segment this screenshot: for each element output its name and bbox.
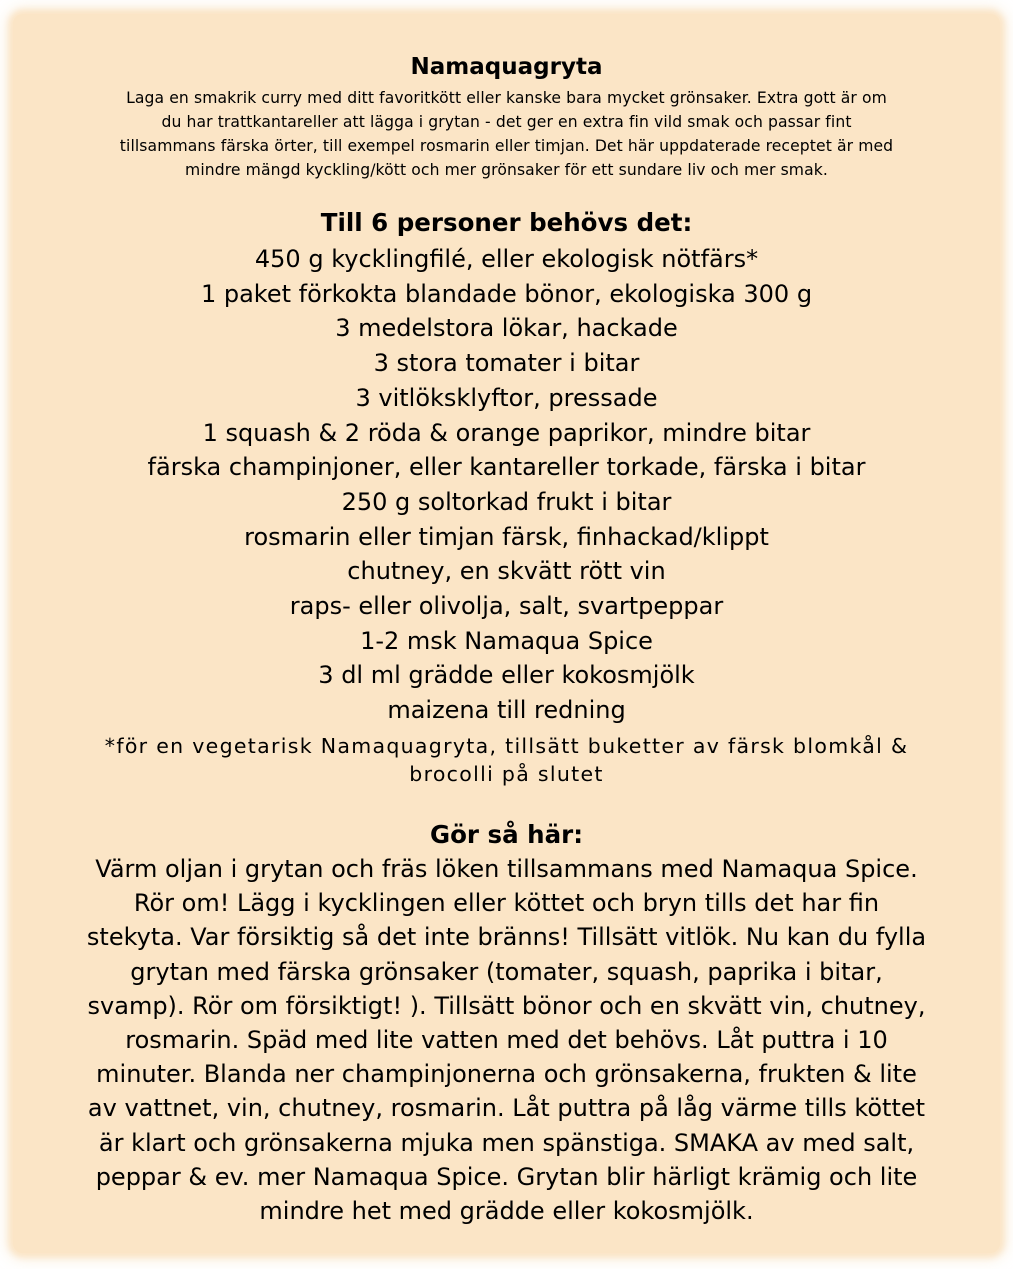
ingredient-item: 1 squash & 2 röda & orange paprikor, mindre bitar — [202, 418, 811, 447]
recipe-title: Namaquagryta — [410, 54, 603, 80]
method-line: Värm oljan i grytan och fräs löken tillsammans med Namaqua Spice. — [95, 855, 918, 883]
recipe-intro — [37, 86, 976, 182]
method-line: stekyta. Var försiktig så det inte bränns! Tillsätt vitlök. Nu kan du fylla — [86, 923, 927, 952]
ingredient-item: 3 stora tomater i bitar — [373, 349, 640, 378]
method-line: Rör om! Lägg i kycklingen eller köttet och bryn tills det har fin — [133, 889, 880, 918]
intro-line: tillsammans färska örter, till exempel rosmarin eller timjan. Det här uppdaterade receptet är med — [119, 137, 894, 155]
ingredient-item: maizena till redning — [387, 696, 626, 725]
intro-line: mindre mängd kyckling/kött och mer grönsaker för ett sundare liv och mer smak. — [185, 161, 828, 179]
ingredient-item: chutney, en skvätt rött vin — [347, 557, 666, 586]
intro-line: Laga en smakrik curry med ditt favoritkött eller kanske bara mycket grönsaker. Extra gott är om — [126, 89, 887, 107]
method-line: är klart och grönsakerna mjuka men spänstiga. SMAKA av med salt, — [98, 1128, 915, 1157]
vegetarian-note — [33, 732, 980, 788]
ingredient-item: färska champinjoner, eller kantareller torkade, färska i bitar — [147, 453, 866, 482]
ingredient-item: 1-2 msk Namaqua Spice — [360, 626, 653, 655]
ingredient-item: raps- eller olivolja, salt, svartpeppar — [289, 592, 724, 621]
ingredients-heading: Till 6 personer behövs det: — [320, 208, 693, 237]
vegetarian-note-line: brocolli på slutet — [409, 762, 604, 786]
method-heading: Gör så här: — [429, 820, 584, 849]
ingredient-item: rosmarin eller timjan färsk, finhackad/klippt — [244, 522, 769, 551]
method-text — [23, 852, 990, 1228]
ingredient-item: 1 paket förkokta blandade bönor, ekologiska 300 g — [200, 279, 813, 308]
method-line: peppar & ev. mer Namaqua Spice. Grytan blir härligt krämig och lite — [95, 1162, 918, 1191]
method-line: minuter. Blanda ner champinjonerna och grönsakerna, frukten & lite — [96, 1060, 917, 1089]
method-line: svamp). Rör om försiktigt! ). Tillsätt bönor och en skvätt vin, chutney, — [87, 991, 926, 1020]
ingredient-item: 3 medelstora lökar, hackade — [335, 314, 678, 343]
intro-line: du har trattkantareller att lägga i grytan - det ger en extra fin vild smak och passar fint — [161, 113, 852, 131]
ingredient-item: 3 dl ml grädde eller kokosmjölk — [318, 661, 695, 690]
ingredients-list — [13, 242, 1000, 728]
ingredient-item: 3 vitlöksklyftor, pressade — [355, 383, 658, 412]
method-line: mindre het med grädde eller kokosmjölk. — [259, 1197, 754, 1226]
ingredient-item: 450 g kycklingfilé, eller ekologisk nötfärs* — [254, 245, 759, 273]
recipe-card — [13, 14, 1000, 1253]
method-line: grytan med färska grönsaker (tomater, squash, paprika i bitar, — [130, 957, 883, 986]
vegetarian-note-line: *för en vegetarisk Namaquagryta, tillsätt buketter av färsk blomkål & — [104, 734, 909, 758]
ingredient-item: 250 g soltorkad frukt i bitar — [341, 487, 672, 516]
method-line: av vattnet, vin, chutney, rosmarin. Låt puttra på låg värme tills köttet — [87, 1094, 926, 1123]
method-line: rosmarin. Späd med lite vatten med det behövs. Låt puttra i 10 — [125, 1026, 888, 1055]
